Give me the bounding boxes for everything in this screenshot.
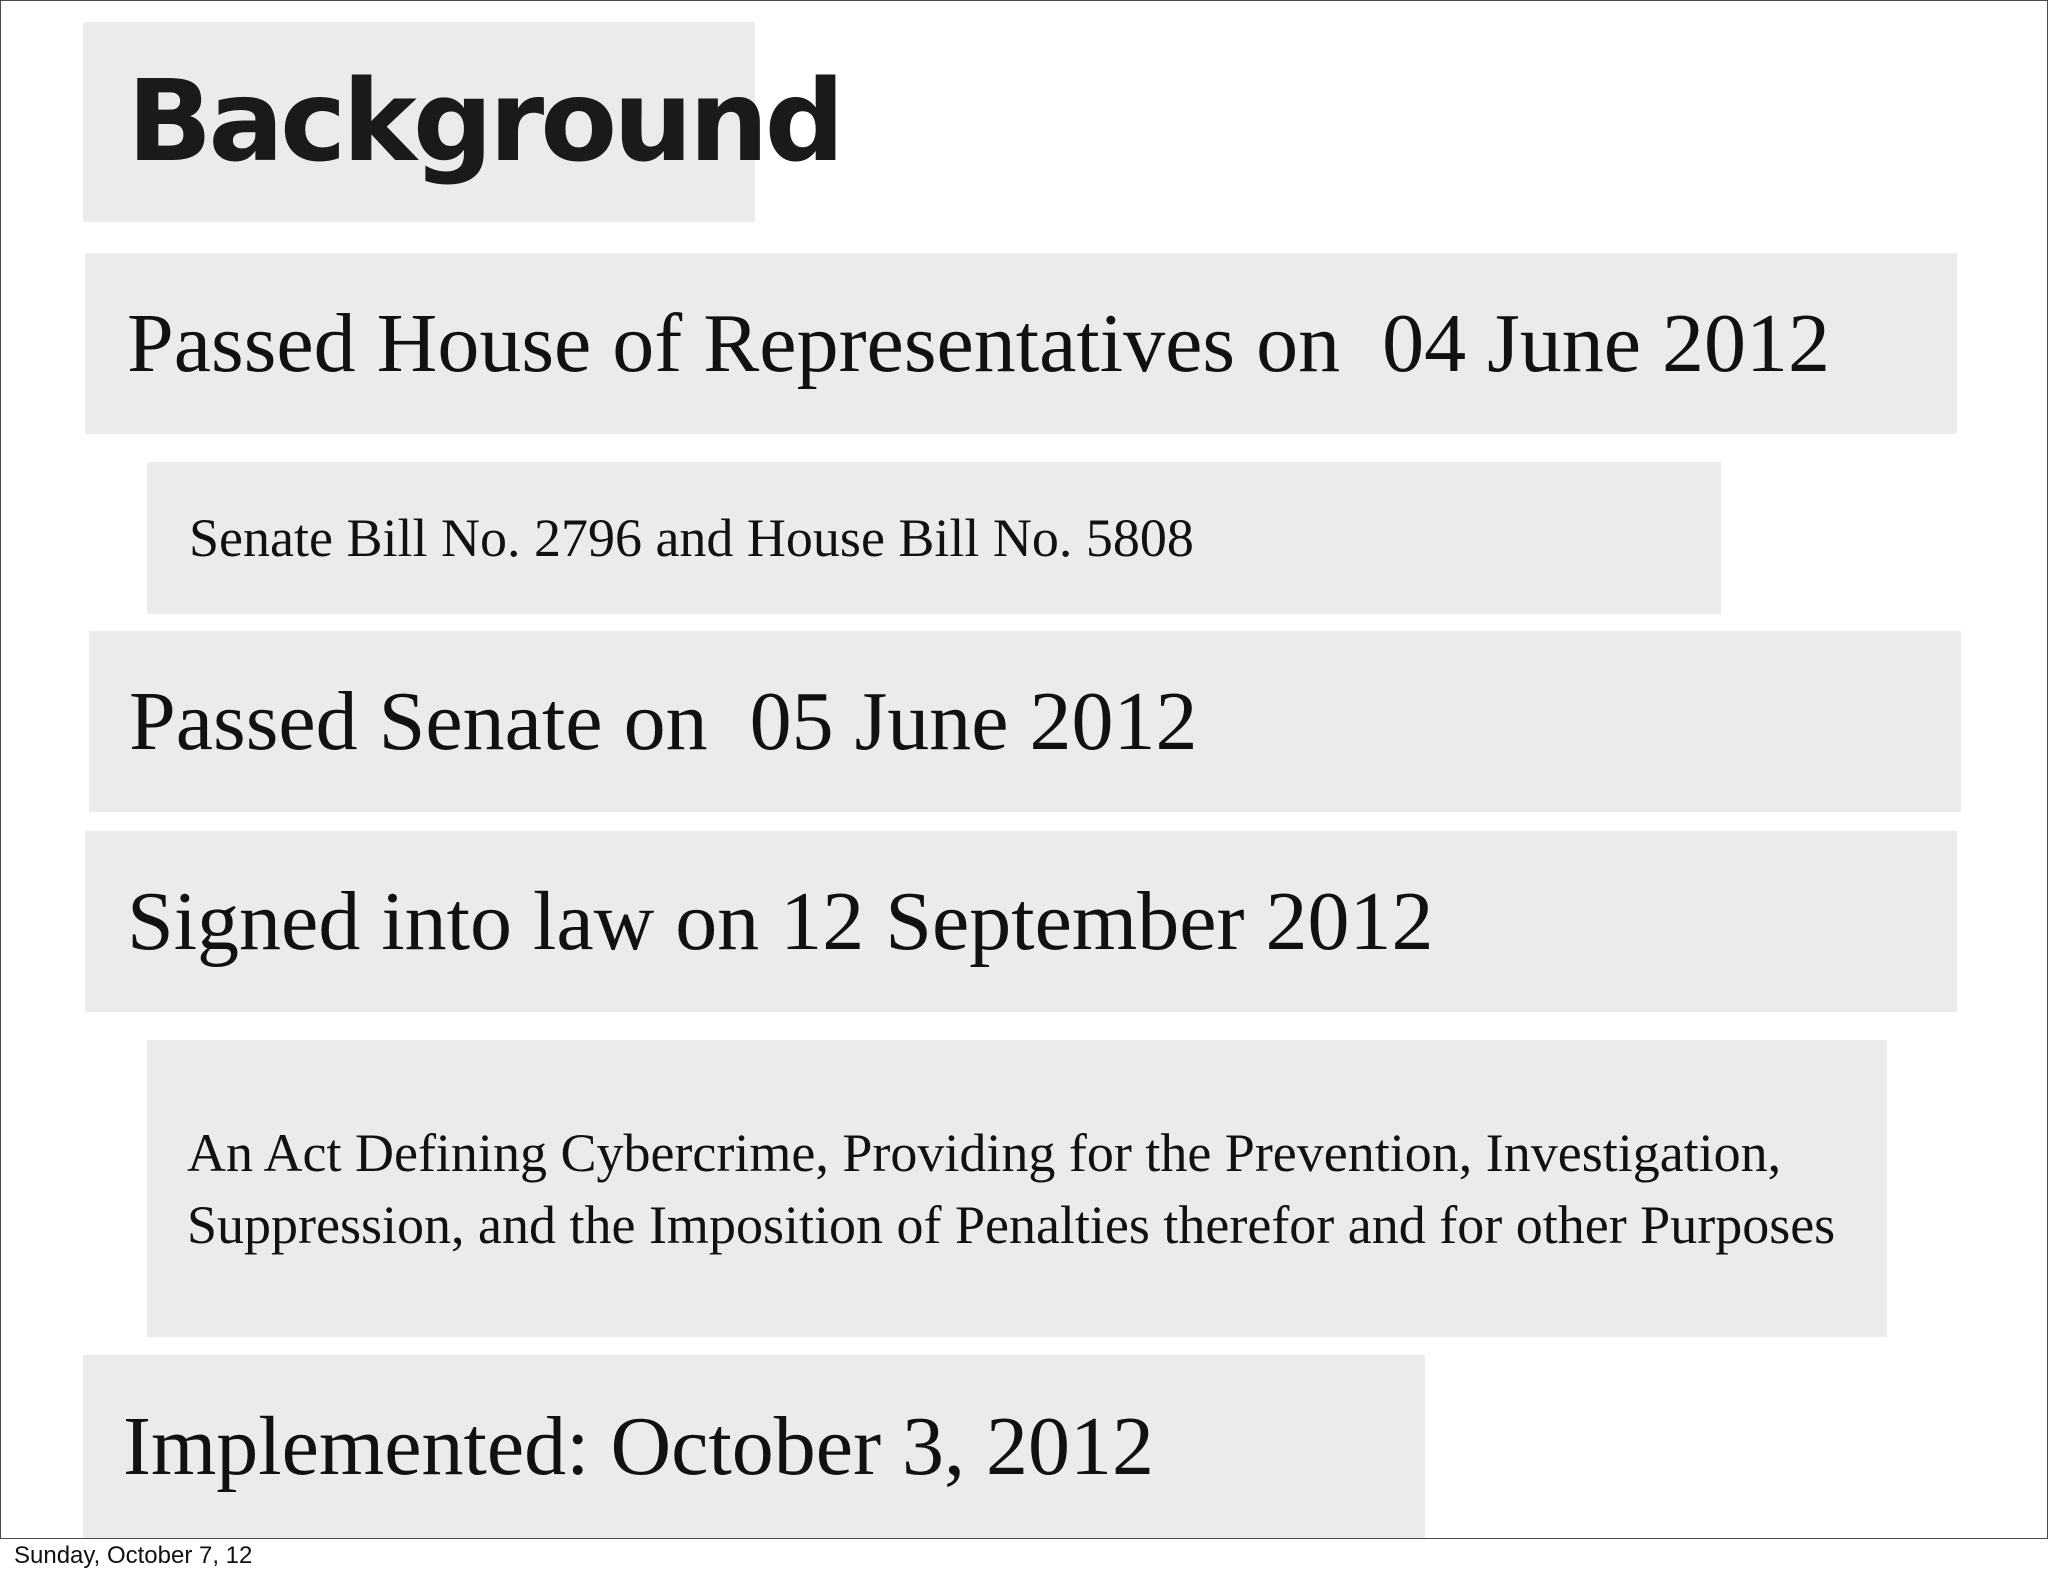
slide-title-box xyxy=(83,22,841,222)
act-title-text: An Act Defining Cybercrime, Providing for the Prevention, Investigation, Suppression, and the Imposition of Penalties therefor and for other Purposes xyxy=(187,1122,1836,1255)
signed-into-law-box xyxy=(85,831,1957,1012)
passed-senate-text: Passed Senate on 05 June 2012 xyxy=(129,675,1198,768)
implemented-text: Implemented: October 3, 2012 xyxy=(123,1400,1155,1493)
slide-title: Background xyxy=(127,57,841,187)
signed-into-law-text: Signed into law on 12 September 2012 xyxy=(127,875,1434,968)
passed-house-box xyxy=(85,253,1957,434)
bill-numbers-text: Senate Bill No. 2796 and House Bill No. 5808 xyxy=(189,508,1194,568)
act-title-box xyxy=(147,1040,1887,1337)
passed-senate-box xyxy=(89,631,1961,812)
footer-date: Sunday, October 7, 12 xyxy=(14,1542,253,1569)
passed-house-text: Passed House of Representatives on 04 June 2012 xyxy=(127,297,1831,390)
implemented-box xyxy=(83,1355,1425,1538)
bill-numbers-box xyxy=(147,462,1721,614)
